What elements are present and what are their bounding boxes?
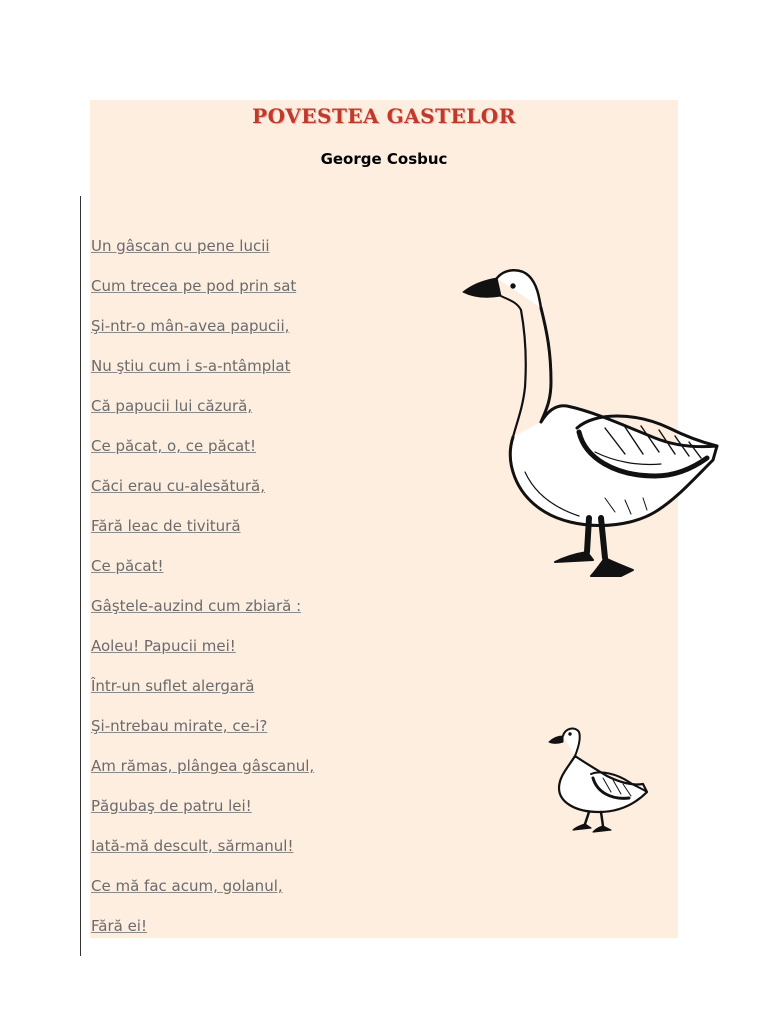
verse-line: Am rămas, plângea gâscanul, [91,757,315,775]
verse-line: Ce mă fac acum, golanul, [91,877,283,895]
goose-illustration [455,262,725,587]
verse-line: Ce păcat, o, ce păcat! [91,437,257,455]
verse-line: Că papucii lui căzură, [91,397,253,415]
verse-line: Căci erau cu-alesătură, [91,477,265,495]
verse-line: Fără ei! [91,917,147,935]
verse-line: Un gâscan cu pene lucii [91,237,270,255]
verse-line: Gâştele-auzind cum zbiară : [91,597,302,615]
verse-line: Fără leac de tivitură [91,517,241,535]
verse-line: Nu ştiu cum i s-a-ntâmplat [91,357,291,375]
verse-list [91,236,314,956]
verse-line: Iată-mă descult, sărmanul! [91,837,294,855]
poem-author: George Cosbuc [320,150,448,168]
verse-line: Păgubaş de patru lei! [91,797,252,815]
verse-line: Cum trecea pe pod prin sat [91,277,297,295]
verse-line: Într-un suflet alergară [91,677,255,695]
gosling-illustration [545,720,655,835]
verse-line: Şi-ntrebau mirate, ce-i? [91,717,268,735]
margin-rule [80,196,81,956]
verse-line: Şi-ntr-o mân-avea papucii, [91,317,290,335]
poem-title: POVESTEA GASTELOR [252,104,516,128]
verse-line: Aoleu! Papucii mei! [91,637,236,655]
verse-line: Ce păcat! [91,557,164,575]
